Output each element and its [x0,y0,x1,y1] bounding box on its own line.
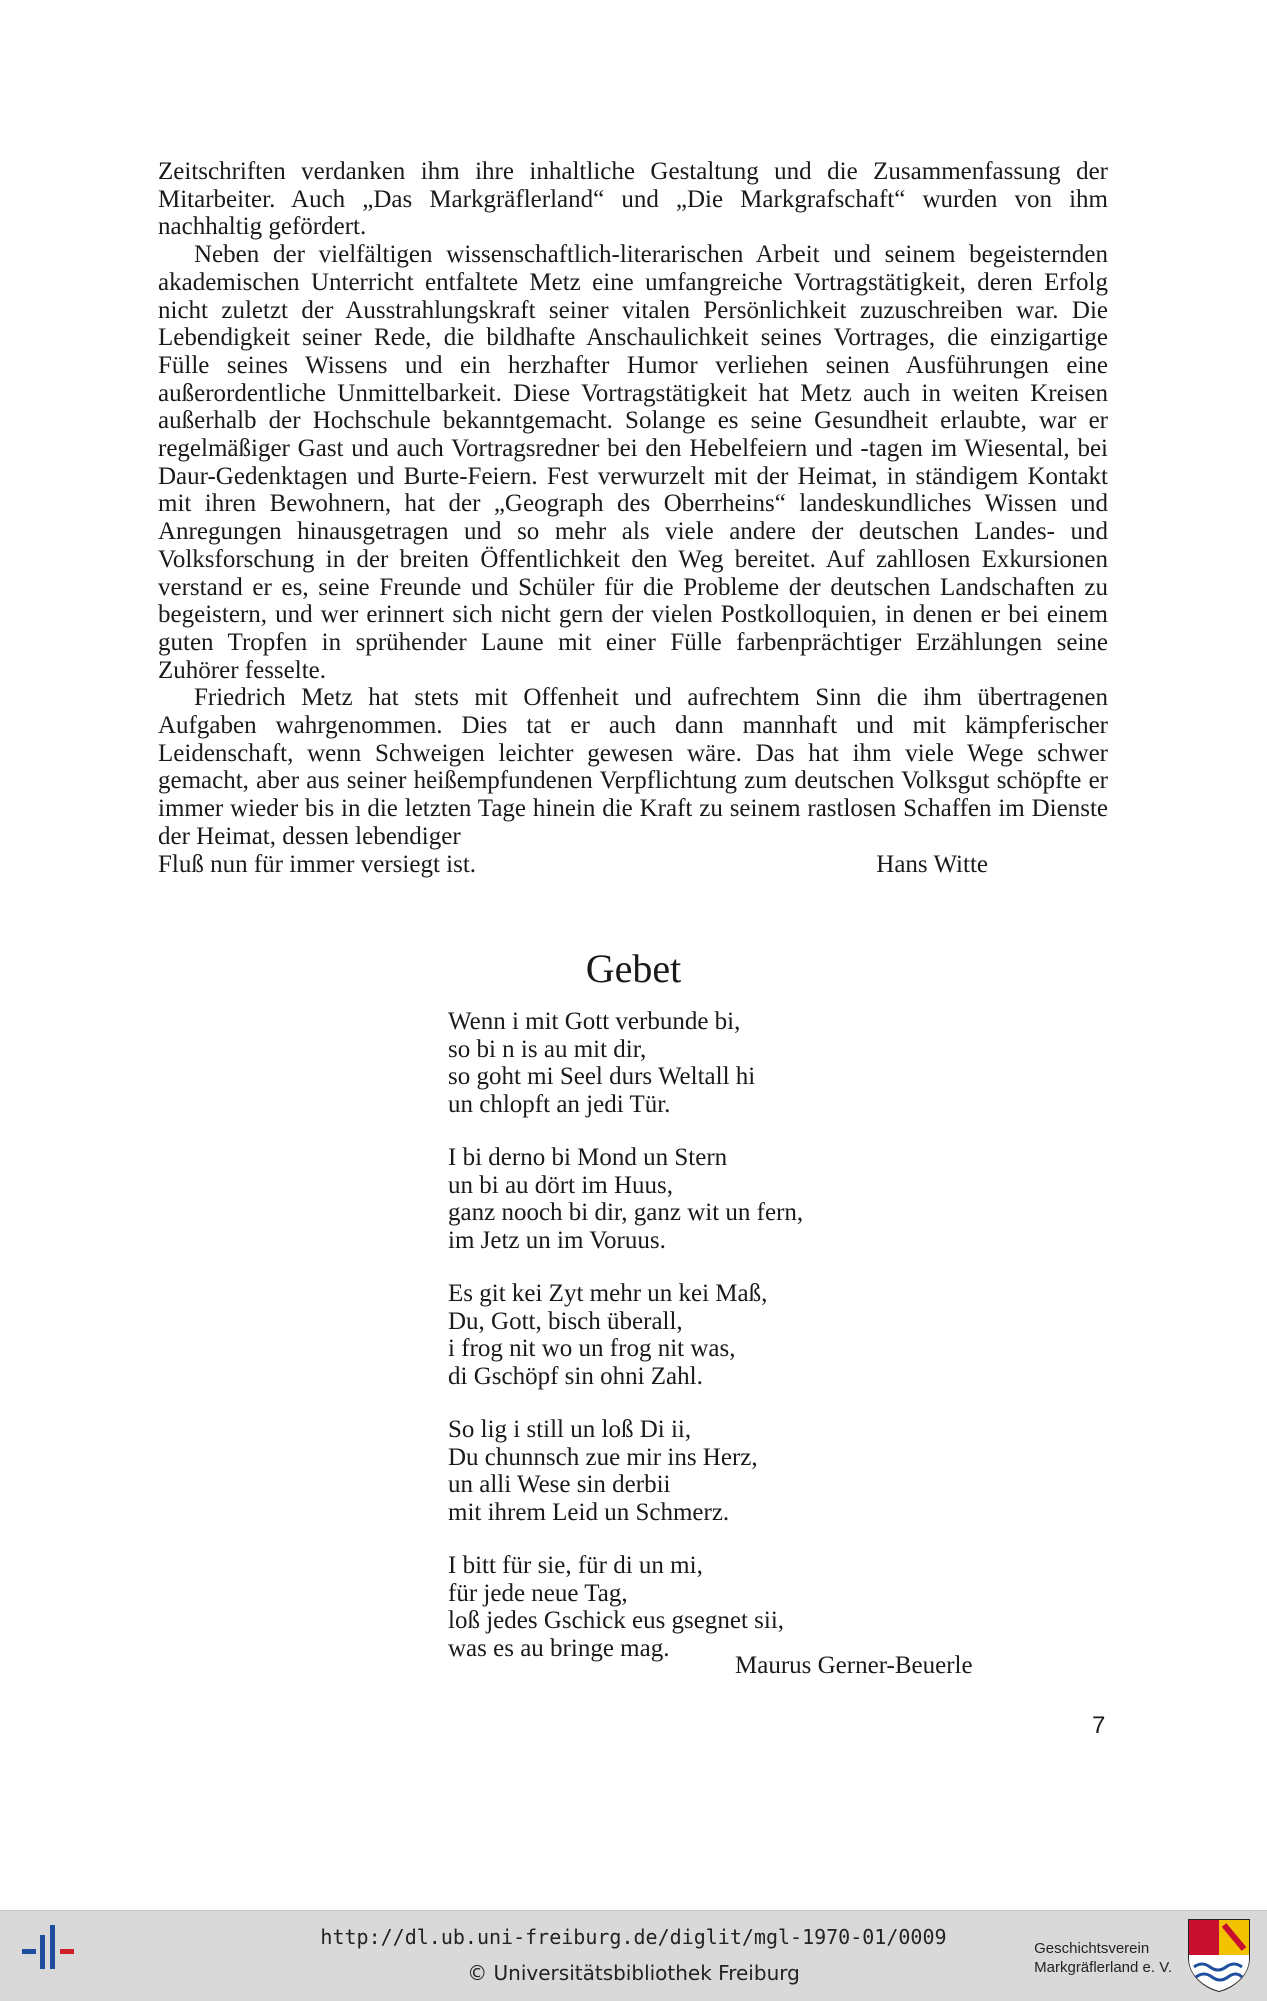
closing-line [158,851,1108,879]
poem [448,1008,1008,1688]
closing-text: Fluß nun für immer versiegt ist. [158,850,477,878]
poem-line: I bitt für sie, für di un mi, [448,1552,703,1579]
article-body [158,158,1108,878]
stanza-1 [448,1008,1008,1118]
poem-line: was es au bringe mag. [448,1634,670,1662]
poem-line: loß jedes Gschick eus gsegnet sii, [448,1607,785,1634]
poem-author: Maurus Gerner-Beuerle [735,1652,973,1679]
association-line-1: Geschichtsverein [1034,1940,1150,1957]
paragraph-1: Zeitschriften verdanken ihm ihre inhaltliche Gestaltung und die Zusammenfassung der Mitarbeiter. Auch „Das Markgräflerland“ und „Die Markgrafschaft“ wurden von ihm nachhaltig gefördert. [158,158,1108,241]
poem-line: i frog nit wo un frog nit was, [448,1335,736,1362]
poem-line: un alli Wese sin derbii [448,1471,671,1498]
poem-line: So lig i still un loß Di ii, [448,1416,692,1443]
poem-line: im Jetz un im Voruus. [448,1226,666,1254]
poem-line: Du, Gott, bisch überall, [448,1307,683,1335]
poem-line: I bi derno bi Mond un Stern [448,1144,728,1171]
poem-line: un chlopft an jedi Tür. [448,1090,671,1118]
poem-line: un bi au dört im Huus, [448,1171,673,1199]
association-crest-icon [1186,1917,1252,1993]
poem-line: so goht mi Seel durs Weltall hi [448,1063,756,1090]
poem-line: di Gschöpf sin ohni Zahl. [448,1362,703,1390]
footer-copyright: © Universitätsbibliothek Freiburg [467,1961,800,1985]
stanza-5 [448,1552,1008,1662]
stanza-4 [448,1416,1008,1526]
article-signature: Hans Witte [876,850,988,878]
footer-bar [0,1910,1267,2001]
page-number: 7 [1092,1712,1106,1739]
poem-line: Du chunnsch zue mir ins Herz, [448,1443,758,1471]
footer-url-link[interactable]: http://dl.ub.uni-freiburg.de/diglit/mgl-1970-01/0009 [320,1925,947,1949]
poem-line: ganz nooch bi dir, ganz wit un fern, [448,1199,804,1226]
association-line-2: Markgräflerland e. V. [1034,1959,1172,1976]
poem-line: für jede neue Tag, [448,1579,628,1607]
poem-line: mit ihrem Leid un Schmerz. [448,1498,730,1526]
poem-title: Gebet [585,946,682,991]
paragraph-2: Neben der vielfältigen wissenschaftlich-literarischen Arbeit und seinem begeisternden akademischen Unterricht entfaltete Metz eine umfangreiche Vortragstätigkeit, deren Erfolg nicht zuletzt der Ausstrahlungskraft seiner vitalen Persönlichkeit zuzuschreiben war. Die Lebendigkeit seiner Rede, die bildhafte Anschaulichkeit seines Vortrages, die einzigartige Fülle seines Wissens und ein herzhafter Humor verliehen seinen Ausführungen eine außerordentliche Unmittelbarkeit. Diese Vortragstätigkeit hat Metz auch in weiten Kreisen außerhalb der Hochschule bekanntgemacht. Solange es seine Gesundheit erlaubte, war er regelmäßiger Gast und auch Vortragsredner bei den Hebelfeiern und -tagen im Wiesental, bei Daur-Gedenktagen und Burte-Feiern. Fest verwurzelt mit der Heimat, in ständigem Kontakt mit ihren Bewohnern, hat der „Geograph des Oberrheins“ landeskundliches Wissen und Anregungen hinausgetragen und so mehr als viele andere der deutschen Landes- und Volksforschung in der breiten Öffentlichkeit den Weg bereitet. Auf zahllosen Exkursionen verstand er es, seine Freunde und Schüler für die Probleme der deutschen Landschaften zu begeistern, und wer erinnert sich nicht gern der vielen Postkolloquien, in denen er bei einem guten Tropfen in sprühender Laune mit einer Fülle farbenprächtiger Erzählungen seine Zuhörer fesselte. [158,241,1108,684]
stanza-2 [448,1144,1008,1254]
poem-line: so bi n is au mit dir, [448,1035,647,1063]
poem-line: Es git kei Zyt mehr un kei Maß, [448,1280,768,1307]
poem-line: Wenn i mit Gott verbunde bi, [448,1008,741,1035]
stanza-3 [448,1280,1008,1390]
association-name [1034,1939,1172,1977]
paragraph-3: Friedrich Metz hat stets mit Offenheit und aufrechtem Sinn die ihm übertragenen Aufgaben wahrgenommen. Dies tat er auch dann mannhaft und mit kämpferischer Leidenschaft, wenn Schweigen leichter gewesen wäre. Das hat ihm viele Wege schwer gemacht, aber aus seiner heißempfundenen Verpflichtung zum deutschen Volksgut schöpfte er immer wieder bis in die letzten Tage hinein die Kraft zu seinem rastlosen Schaffen im Dienste der Heimat, dessen lebendiger [158,684,1108,850]
